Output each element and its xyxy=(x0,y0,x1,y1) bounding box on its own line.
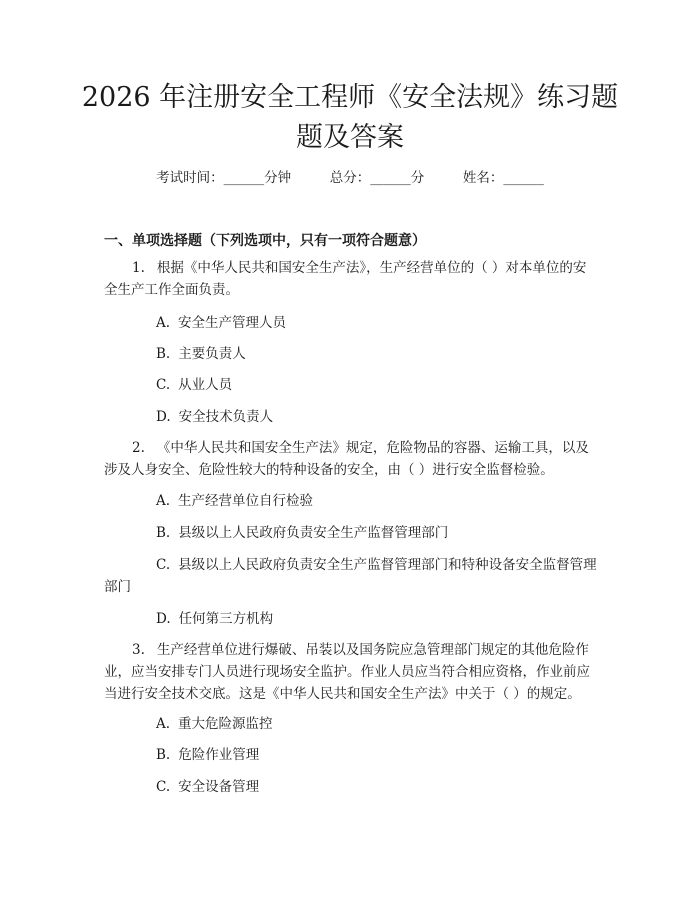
option-letter: D. xyxy=(156,409,171,425)
question-1-option-b xyxy=(156,343,601,365)
question-2-option-b xyxy=(156,522,601,544)
option-letter: B. xyxy=(156,747,171,763)
question-2 xyxy=(104,437,599,481)
question-1-option-a xyxy=(156,312,601,334)
question-number: 2. xyxy=(132,440,145,456)
question-1-option-d xyxy=(156,406,601,428)
time-unit: 分钟 xyxy=(264,170,292,186)
option-letter: B. xyxy=(156,346,171,362)
name-label: 姓名： xyxy=(462,170,504,186)
question-text: 根据《中华人民共和国安全生产法》，生产经营单位的（ ）对本单位的安全生产工作全面负责。 xyxy=(104,260,587,298)
option-letter: B. xyxy=(156,525,171,541)
time-blank: ______ xyxy=(223,170,265,186)
option-text: 县级以上人民政府负责安全生产监督管理部门和特种设备安全监督管理部门 xyxy=(104,557,597,595)
score-blank: ______ xyxy=(370,170,411,186)
option-text: 生产经营单位自行检验 xyxy=(178,493,314,509)
document-title xyxy=(0,78,700,158)
option-text: 安全技术负责人 xyxy=(178,409,274,425)
question-1 xyxy=(104,257,599,301)
option-text: 主要负责人 xyxy=(178,346,246,362)
exam-meta-line xyxy=(0,166,700,186)
option-letter: A. xyxy=(156,716,171,732)
question-text: 生产经营单位进行爆破、吊装以及国务院应急管理部门规定的其他危险作业，应当安排专门人员进行现场安全监护。作业人员应当符合相应资格，作业前应当进行安全技术交底。这是《中华人民共和国安全生产法》中关于（ ）的规定。 xyxy=(104,642,590,702)
option-letter: C. xyxy=(156,557,171,573)
option-letter: A. xyxy=(156,315,171,331)
time-label: 考试时间： xyxy=(156,170,224,186)
question-3-option-c xyxy=(156,776,601,798)
option-text: 危险作业管理 xyxy=(178,747,260,763)
question-3 xyxy=(104,639,599,705)
question-2-option-a xyxy=(156,490,601,512)
option-letter: C. xyxy=(156,779,171,795)
name-blank: ______ xyxy=(503,170,544,186)
question-text: 《中华人民共和国安全生产法》规定，危险物品的容器、运输工具，以及涉及人身安全、危险性较大的特种设备的安全，由（ ）进行安全监督检验。 xyxy=(104,440,589,478)
question-1-option-c xyxy=(156,374,601,396)
question-number: 3. xyxy=(132,642,145,658)
option-text: 安全生产管理人员 xyxy=(178,315,287,331)
option-text: 重大危险源监控 xyxy=(178,716,273,732)
option-letter: A. xyxy=(156,493,171,509)
option-text: 安全设备管理 xyxy=(178,779,260,795)
option-text: 从业人员 xyxy=(178,377,233,393)
option-text: 任何第三方机构 xyxy=(178,611,274,627)
question-2-option-d xyxy=(156,608,601,630)
title-line-1: 2026 年注册安全工程师《安全法规》练习题 xyxy=(81,82,619,113)
section-heading: 一、单项选择题（下列选项中，只有一项符合题意） xyxy=(104,233,426,249)
option-text: 县级以上人民政府负责安全生产监督管理部门 xyxy=(178,525,449,541)
question-2-option-c xyxy=(104,554,599,598)
title-line-2: 题及答案 xyxy=(296,122,404,153)
score-label: 总分： xyxy=(329,170,371,186)
question-number: 1. xyxy=(132,260,145,276)
question-3-option-b xyxy=(156,744,601,766)
score-unit: 分 xyxy=(410,170,425,186)
question-3-option-a xyxy=(156,713,601,735)
option-letter: D. xyxy=(156,611,171,627)
option-letter: C. xyxy=(156,377,171,393)
